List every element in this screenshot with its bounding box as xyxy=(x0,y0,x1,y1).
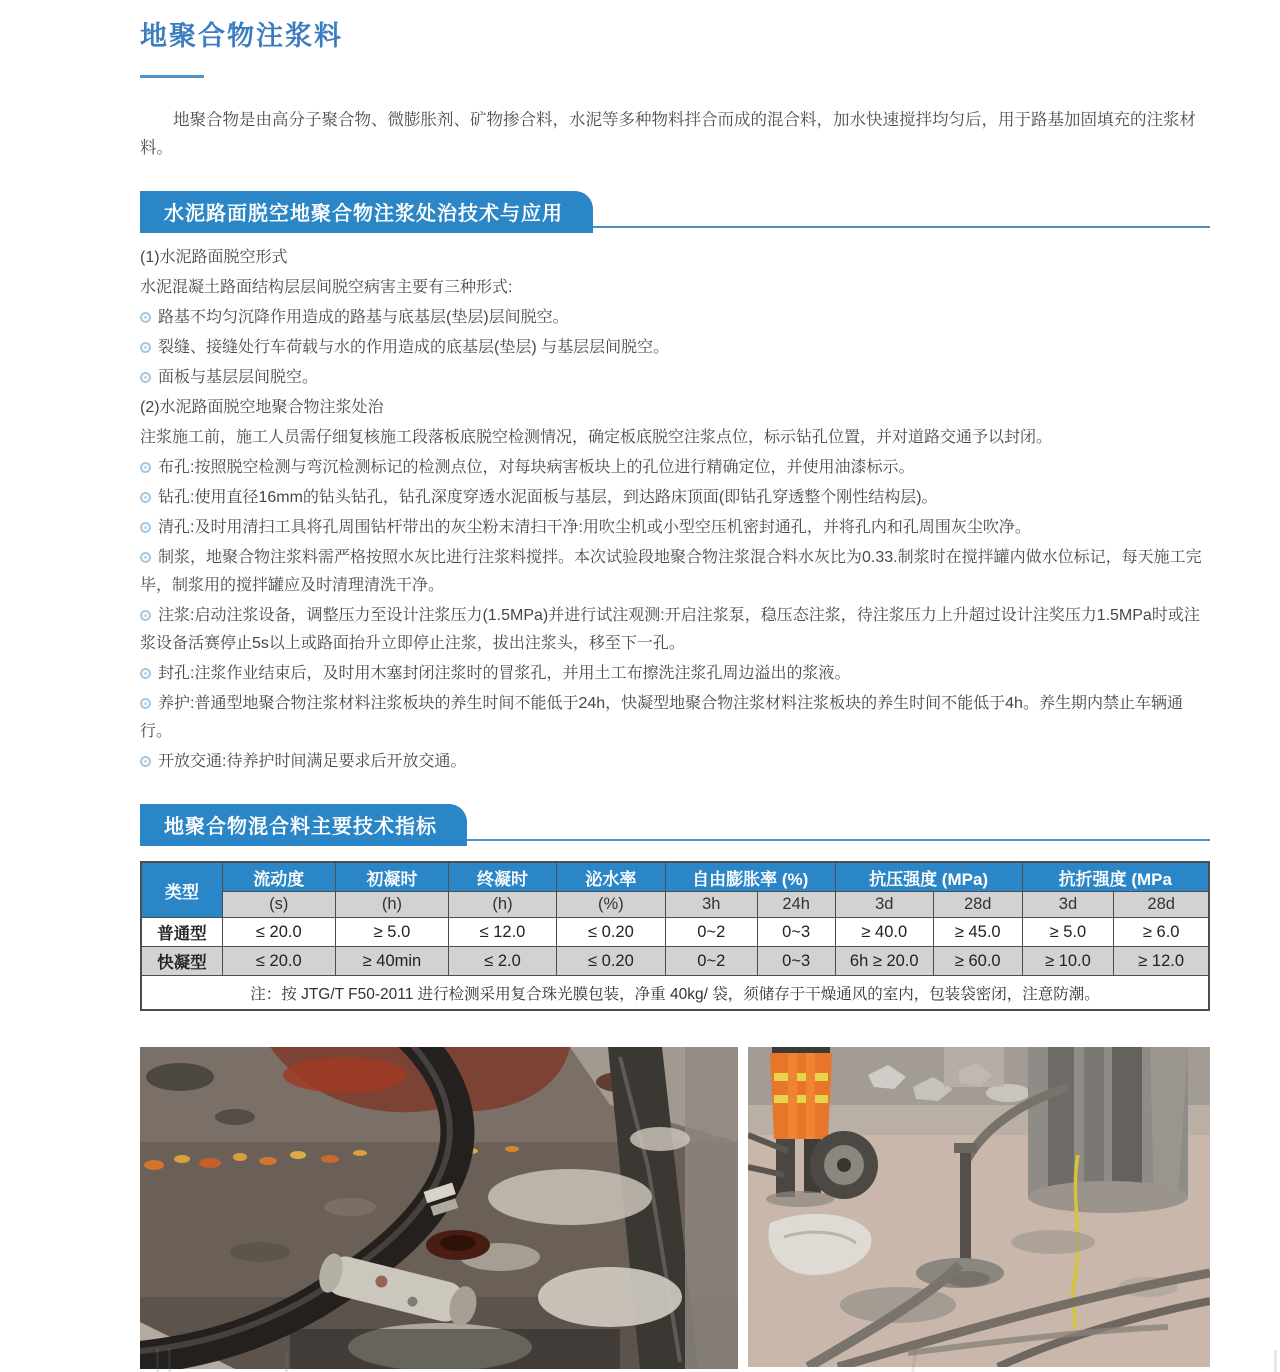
list-item: 裂缝、接缝处行车荷载与水的作用造成的底基层(垫层) 与基层层间脱空。 xyxy=(140,334,1210,362)
value-cell: ≥ 45.0 xyxy=(933,918,1022,947)
col-subheader: 3d xyxy=(1022,892,1114,918)
row-type-cell: 普通型 xyxy=(141,918,222,947)
col-header: 流动度 xyxy=(222,862,335,892)
ring-bullet-icon xyxy=(140,522,151,533)
photo-grouting-hose-on-pavement xyxy=(140,1047,738,1369)
list-item: 布孔:按照脱空检测与弯沉检测标记的检测点位，对每块病害板块上的孔位进行精确定位，并使用油漆标示。 xyxy=(140,454,1210,482)
col-subheader: 28d xyxy=(1114,892,1209,918)
col-subheader: 24h xyxy=(757,892,835,918)
list-item: 注浆施工前，施工人员需仔细复核施工段落板底脱空检测情况，确定板底脱空注浆点位，标示钻孔位置，并对道路交通予以封闭。 xyxy=(140,428,1053,446)
value-cell: ≤ 20.0 xyxy=(222,918,335,947)
col-subheader: (h) xyxy=(335,892,448,918)
list-item: 钻孔:使用直径16mm的钻头钻孔，钻孔深度穿透水泥面板与基层，到达路床顶面(即钻孔穿透整个刚性结构层)。 xyxy=(140,484,1210,512)
list-item: 水泥混凝土路面结构层层间脱空病害主要有三种形式: xyxy=(140,278,513,296)
value-cell: 0~3 xyxy=(757,947,835,976)
col-subheader: (h) xyxy=(449,892,557,918)
section-banner: 地聚合物混合料主要技术指标 xyxy=(140,804,467,846)
table-note-row xyxy=(141,976,1209,1010)
col-subheader: (s) xyxy=(222,892,335,918)
value-cell: ≥ 40.0 xyxy=(835,918,933,947)
table-row xyxy=(141,918,1209,947)
col-subheader: 28d xyxy=(933,892,1022,918)
value-cell: ≥ 60.0 xyxy=(933,947,1022,976)
ring-bullet-icon xyxy=(140,342,151,353)
list-item: 开放交通:待养护时间满足要求后开放交通。 xyxy=(140,748,1210,776)
value-cell: ≤ 0.20 xyxy=(556,947,665,976)
value-cell: ≥ 12.0 xyxy=(1114,947,1209,976)
list-item: 封孔:注浆作业结束后，及时用木塞封闭注浆时的冒浆孔，并用土工布擦洗注浆孔周边溢出的浆液。 xyxy=(140,660,1210,688)
table-header-row-groups xyxy=(141,862,1209,892)
title-underline-dash xyxy=(140,75,204,78)
list-item: 面板与基层层间脱空。 xyxy=(140,364,1210,392)
value-cell: 0~2 xyxy=(665,918,757,947)
ring-bullet-icon xyxy=(140,668,151,679)
table-row xyxy=(141,947,1209,976)
col-subheader: 3h xyxy=(665,892,757,918)
col-subheader: (%) xyxy=(556,892,665,918)
table-note: 注：按 JTG/T F50-2011 进行检测采用复合珠光膜包装，净重 40kg/ 袋，须储存于干燥通风的室内，包装袋密闭，注意防潮。 xyxy=(141,976,1209,1010)
process-list xyxy=(140,244,1210,776)
value-cell: ≥ 5.0 xyxy=(1022,918,1114,947)
value-cell: ≥ 40min xyxy=(335,947,448,976)
page-bottom-artifact xyxy=(168,1348,171,1372)
ring-bullet-icon xyxy=(140,462,151,473)
ring-bullet-icon xyxy=(140,756,151,767)
col-header: 泌水率 xyxy=(556,862,665,892)
list-item: 制浆，地聚合物注浆料需严格按照水灰比进行注浆料搅拌。本次试验段地聚合物注浆混合料水灰比为0.33.制浆时在搅拌罐内做水位标记，每天施工完毕，制浆用的搅拌罐应及时清理清洗干净。 xyxy=(140,548,1202,594)
value-cell: ≥ 10.0 xyxy=(1022,947,1114,976)
page-bottom-artifact xyxy=(285,1352,288,1372)
photo-strip xyxy=(140,1047,1210,1369)
section-banner: 水泥路面脱空地聚合物注浆处治技术与应用 xyxy=(140,191,593,233)
ring-bullet-icon xyxy=(140,552,151,563)
page-bottom-artifact xyxy=(156,1348,159,1372)
value-cell: 6h ≥ 20.0 xyxy=(835,947,933,976)
table-header-row-units xyxy=(141,892,1209,918)
ring-bullet-icon xyxy=(140,372,151,383)
value-cell: 0~3 xyxy=(757,918,835,947)
value-cell: ≤ 2.0 xyxy=(449,947,557,976)
list-item: 清孔:及时用清扫工具将孔周围钻杆带出的灰尘粉末清扫干净:用吹尘机或小型空压机密封通孔，并将孔内和孔周围灰尘吹净。 xyxy=(140,514,1210,542)
photo-left-illustration xyxy=(140,1047,738,1369)
section-header-1 xyxy=(140,191,1210,228)
col-header: 抗压强度 (MPa) xyxy=(835,862,1022,892)
ring-bullet-icon xyxy=(140,698,151,709)
spec-table xyxy=(140,861,1210,1011)
col-header-type: 类型 xyxy=(141,862,222,918)
value-cell: 0~2 xyxy=(665,947,757,976)
ring-bullet-icon xyxy=(140,492,151,503)
col-header: 自由膨胀率 (%) xyxy=(665,862,835,892)
section-header-2 xyxy=(140,804,1210,841)
row-type-cell: 快凝型 xyxy=(141,947,222,976)
list-item: (1)水泥路面脱空形式 xyxy=(140,248,288,266)
list-item: (2)水泥路面脱空地聚合物注浆处治 xyxy=(140,398,384,416)
list-item: 注浆:启动注浆设备，调整压力至设计注浆压力(1.5MPa)并进行试注观测:开启注浆泵，稳压态注浆，待注浆压力上升超过设计注奖压力1.5MPa时或注浆设备活赛停止5s以上或路面抬升立即停止注浆，拔出注浆头，移至下一孔。 xyxy=(140,606,1200,652)
value-cell: ≤ 20.0 xyxy=(222,947,335,976)
value-cell: ≤ 12.0 xyxy=(449,918,557,947)
ring-bullet-icon xyxy=(140,610,151,621)
list-item: 养护:普通型地聚合物注浆材料注浆板块的养生时间不能低于24h，快凝型地聚合物注浆材料注浆板块的养生时间不能低于4h。养生期内禁止车辆通行。 xyxy=(140,694,1183,740)
intro-paragraph: 地聚合物是由高分子聚合物、微膨胀剂、矿物掺合料，水泥等多种物料拌合而成的混合料，加水快速搅拌均匀后，用于路基加固填充的注浆材料。 xyxy=(140,111,1196,158)
page-title: 地聚合物注浆料 xyxy=(140,21,343,51)
photo-right-illustration xyxy=(748,1047,1210,1367)
value-cell: ≥ 5.0 xyxy=(335,918,448,947)
col-header: 抗折强度 (MPa xyxy=(1022,862,1209,892)
page-bottom-artifact xyxy=(1274,1350,1277,1372)
ring-bullet-icon xyxy=(140,312,151,323)
list-item: 路基不均匀沉降作用造成的路基与底基层(垫层)层间脱空。 xyxy=(140,304,1210,332)
value-cell: ≤ 0.20 xyxy=(556,918,665,947)
col-subheader: 3d xyxy=(835,892,933,918)
value-cell: ≥ 6.0 xyxy=(1114,918,1209,947)
col-header: 初凝时 xyxy=(335,862,448,892)
col-header: 终凝时 xyxy=(449,862,557,892)
photo-grouting-worksite xyxy=(748,1047,1210,1367)
